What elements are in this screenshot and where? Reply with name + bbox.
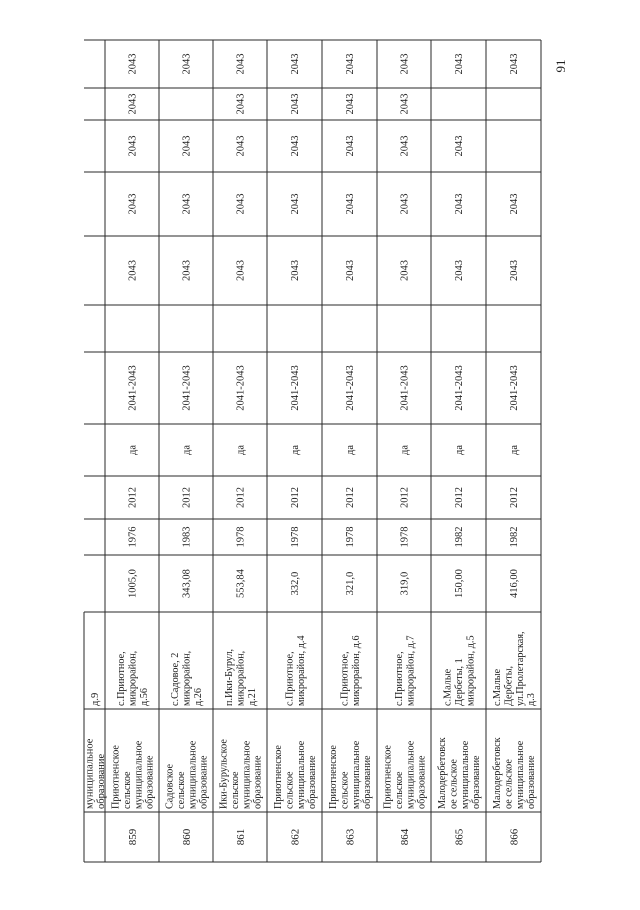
deadline-cell: [345, 260, 356, 281]
period-cell: [182, 365, 193, 411]
area-value-cell: [236, 568, 247, 598]
survey-year-cell-line: 2012: [235, 487, 247, 508]
deadline-cell: [345, 54, 356, 75]
survey-year-cell: [128, 487, 139, 508]
deadline-cell-line: 2043: [127, 93, 139, 115]
address-cell: [224, 649, 258, 706]
year-built-cell: [345, 527, 356, 548]
area-value-cell-line: 332,0: [290, 571, 302, 596]
flag-cell-line: да: [290, 444, 302, 456]
address-cell: [339, 635, 361, 706]
area-value-cell-line: 321,0: [345, 571, 357, 596]
municipality-cell-line: ое сельское: [448, 759, 460, 809]
fragment-name-cell: [84, 738, 107, 809]
period-cell-line: 2041-2043: [399, 365, 411, 411]
deadline-cell: [290, 54, 301, 75]
area-value-cell-line: 319,0: [399, 571, 411, 596]
period-cell: [509, 365, 520, 411]
period-cell: [400, 365, 411, 411]
address-cell-line: с.Малые: [491, 668, 503, 706]
municipality-cell-line: образование: [416, 755, 428, 809]
address-cell-line: микрорайон,: [235, 650, 247, 706]
municipality-cell: [328, 740, 373, 809]
deadline-cell: [182, 54, 193, 75]
period-cell-line: 2041-2043: [290, 365, 302, 411]
municipality-cell-line: Приютненское: [382, 745, 394, 809]
municipality-cell-line: сельское: [393, 771, 405, 809]
year-built-cell: [454, 527, 465, 548]
municipality-cell-line: муниципальное: [133, 740, 145, 809]
deadline-cell: [509, 260, 520, 281]
survey-year-cell-line: 2012: [399, 487, 411, 508]
deadline-cell: [400, 94, 411, 115]
flag-cell-line: да: [235, 444, 247, 456]
row-number-cell: [289, 829, 301, 846]
address-cell-line: микрорайон,: [127, 650, 139, 706]
row-number-cell: [453, 828, 465, 845]
survey-year-cell-line: 2012: [454, 487, 466, 508]
year-built-cell-line: 1978: [235, 526, 247, 548]
deadline-cell: [345, 136, 356, 157]
deadline-cell: [454, 54, 465, 75]
deadline-cell: [236, 260, 247, 281]
flag-cell: [182, 445, 193, 455]
deadline-cell: [454, 194, 465, 215]
area-value-cell-line: 553,84: [235, 569, 247, 598]
area-value-cell: [454, 569, 465, 598]
fragment-name-cell-line: образование: [96, 753, 108, 809]
municipality-cell-line: сельское: [121, 771, 133, 809]
address-cell-line: ул.Пролетарская,: [514, 631, 526, 706]
address-cell: [394, 635, 416, 706]
deadline-cell-line: 2043: [399, 260, 411, 281]
area-value-cell: [128, 569, 139, 598]
address-cell: [170, 651, 204, 706]
year-built-cell: [509, 527, 520, 548]
year-built-cell-line: 1978: [345, 526, 357, 548]
deadline-cell-line: 2043: [127, 53, 139, 75]
municipality-cell-line: сельское: [284, 771, 296, 809]
deadline-cell: [454, 136, 465, 157]
area-value-cell-line: 1005,0: [127, 569, 139, 598]
flag-cell: [345, 445, 356, 455]
flag-cell: [509, 445, 520, 455]
period-cell: [345, 365, 356, 411]
year-built-cell: [290, 527, 301, 548]
deadline-cell-line: 2043: [235, 135, 247, 157]
municipality-cell-line: Ики-Бурульское: [218, 739, 230, 809]
address-cell: [116, 651, 150, 706]
year-built-cell: [400, 527, 411, 548]
address-cell: [443, 635, 477, 706]
address-cell-line: с.Приютное,: [116, 651, 128, 706]
deadline-cell-line: 2043: [290, 135, 302, 157]
year-built-cell: [128, 527, 139, 548]
municipality-cell: [492, 737, 537, 809]
deadline-cell: [290, 136, 301, 157]
municipality-cell-line: образование: [307, 755, 319, 809]
survey-year-cell-line: 2012: [509, 487, 521, 508]
survey-year-cell: [236, 487, 247, 508]
page-number: 91: [553, 59, 568, 73]
municipality-cell-line: муниципальное: [295, 740, 307, 809]
address-cell-line: с.Садовое, 2: [170, 652, 182, 706]
area-value-cell: [290, 572, 301, 596]
address-cell-line: с.Приютное,: [339, 651, 351, 706]
municipality-cell: [437, 737, 482, 809]
address-cell-line: микрорайон, д.6: [350, 635, 362, 706]
deadline-cell-line: 2043: [127, 135, 139, 157]
deadline-cell: [509, 54, 520, 75]
deadline-cell: [400, 194, 411, 215]
address-cell-line: д.3: [526, 693, 538, 706]
area-value-cell: [345, 572, 356, 596]
municipality-cell: [273, 740, 318, 809]
municipality-cell-line: Садовское: [164, 763, 176, 809]
deadline-cell-line: 2043: [454, 53, 466, 75]
deadline-cell-line: 2043: [235, 93, 247, 115]
flag-cell: [290, 445, 301, 455]
period-cell-line: 2041-2043: [345, 365, 357, 411]
year-built-cell-line: 1982: [454, 526, 466, 548]
deadline-cell-line: 2043: [181, 193, 193, 215]
municipality-cell-line: муниципальное: [459, 740, 471, 809]
deadline-cell: [400, 54, 411, 75]
deadline-cell: [128, 194, 139, 215]
fragment-name-cell-line: муниципальное: [84, 738, 96, 809]
deadline-cell: [345, 194, 356, 215]
row-number-cell: [127, 828, 139, 845]
deadline-cell-line: 2043: [181, 260, 193, 281]
deadline-cell-line: 2043: [290, 260, 302, 281]
survey-year-cell: [400, 487, 411, 508]
municipality-cell-line: муниципальное: [514, 740, 526, 809]
survey-year-cell: [182, 487, 193, 508]
municipality-cell: [382, 740, 427, 809]
deadline-cell: [400, 260, 411, 281]
year-built-cell-line: 1982: [509, 526, 521, 548]
municipality-cell-line: ое сельское: [503, 759, 515, 809]
municipality-cell-line: образование: [526, 755, 538, 809]
deadline-cell-line: 2043: [509, 53, 521, 75]
municipality-cell-line: Приютненское: [327, 745, 339, 809]
row-number-cell: [399, 828, 411, 845]
row-number-cell-line: 865: [453, 828, 466, 846]
survey-year-cell: [345, 487, 356, 508]
deadline-cell-line: 2043: [181, 135, 193, 157]
municipality-cell-line: сельское: [175, 771, 187, 809]
fragment-address-cell: [90, 693, 101, 706]
period-cell: [454, 365, 465, 411]
row-number-cell-line: 862: [289, 828, 302, 846]
area-value-cell: [182, 569, 193, 598]
year-built-cell: [182, 527, 193, 548]
deadline-cell-line: 2043: [127, 260, 139, 281]
flag-cell: [454, 445, 465, 455]
row-number-cell-line: 860: [180, 828, 193, 846]
municipality-cell-line: сельское: [339, 771, 351, 809]
deadline-cell: [290, 194, 301, 215]
municipality-cell-line: муниципальное: [187, 740, 199, 809]
deadline-cell: [236, 53, 247, 74]
address-cell-line: д.26: [192, 688, 204, 706]
municipality-cell-line: Приютненское: [272, 745, 284, 809]
area-value-cell-line: 416,00: [509, 569, 521, 598]
deadline-cell: [182, 136, 193, 157]
deadline-cell: [128, 94, 139, 115]
year-built-cell-line: 1983: [181, 526, 193, 548]
deadline-cell: [509, 194, 520, 215]
row-number-cell: [235, 829, 247, 846]
deadline-cell: [128, 260, 139, 281]
deadline-cell-line: 2043: [290, 93, 302, 115]
period-cell: [128, 365, 139, 411]
row-number-cell-line: 866: [508, 828, 521, 846]
address-cell-line: д.56: [138, 688, 150, 706]
deadline-cell-line: 2043: [509, 193, 521, 215]
municipality-cell-line: сельское: [229, 771, 241, 809]
year-built-cell-line: 1976: [127, 526, 139, 548]
address-cell-line: микрорайон, д.7: [405, 635, 417, 706]
municipality-cell-line: образование: [144, 755, 156, 809]
row-number-cell: [508, 828, 520, 845]
address-cell-line: Дербеты, 1: [454, 658, 466, 706]
row-number-cell-line: 863: [344, 828, 357, 846]
period-cell: [236, 365, 247, 411]
address-cell-line: микрорайон,: [181, 650, 193, 706]
deadline-cell-line: 2043: [509, 260, 521, 281]
deadline-cell: [182, 194, 193, 215]
period-cell-line: 2041-2043: [235, 365, 247, 411]
area-value-cell: [400, 572, 411, 596]
deadline-cell: [128, 136, 139, 157]
fragment-address-cell-line: д.9: [90, 692, 102, 706]
survey-year-cell: [509, 487, 520, 508]
survey-year-cell: [290, 487, 301, 508]
municipality-cell-line: образование: [198, 755, 210, 809]
flag-cell-line: да: [509, 444, 521, 456]
address-cell-line: с.Приютное,: [393, 651, 405, 706]
address-cell-line: Дербеты,: [503, 665, 515, 706]
period-cell-line: 2041-2043: [509, 365, 521, 411]
deadline-cell-line: 2043: [290, 53, 302, 75]
deadline-cell: [290, 94, 301, 115]
year-built-cell-line: 1978: [290, 526, 302, 548]
address-cell-line: с.Приютное,: [284, 651, 296, 706]
row-number-cell-line: 859: [126, 828, 139, 846]
survey-year-cell-line: 2012: [345, 487, 357, 508]
address-cell-line: с.Малые: [442, 668, 454, 706]
deadline-cell-line: 2043: [454, 260, 466, 281]
municipality-cell-line: Малодербетовск: [436, 737, 448, 809]
row-number-cell: [344, 828, 356, 845]
deadline-cell: [454, 260, 465, 281]
deadline-cell-line: 2043: [235, 53, 247, 75]
period-cell-line: 2041-2043: [181, 365, 193, 411]
survey-year-cell: [454, 487, 465, 508]
deadline-cell-line: 2043: [399, 193, 411, 215]
deadline-cell: [236, 93, 247, 114]
deadline-cell-line: 2043: [235, 260, 247, 281]
survey-year-cell-line: 2012: [290, 487, 302, 508]
flag-cell-line: да: [345, 444, 357, 456]
flag-cell-line: да: [399, 444, 411, 456]
deadline-cell: [182, 260, 193, 281]
flag-cell: [236, 445, 247, 455]
municipality-cell-line: образование: [252, 755, 264, 809]
row-number-cell-line: 861: [234, 828, 247, 846]
municipality-cell: [218, 739, 263, 809]
deadline-cell-line: 2043: [454, 135, 466, 157]
flag-cell: [128, 445, 139, 455]
deadline-cell: [236, 193, 247, 214]
deadline-cell-line: 2043: [345, 260, 357, 281]
flag-cell-line: да: [454, 444, 466, 456]
flag-cell-line: да: [181, 444, 193, 456]
year-built-cell-line: 1978: [399, 526, 411, 548]
deadline-cell-line: 2043: [345, 53, 357, 75]
deadline-cell-line: 2043: [399, 93, 411, 115]
area-value-cell-line: 343,08: [181, 569, 193, 598]
municipality-cell-line: муниципальное: [241, 740, 253, 809]
address-cell: [284, 635, 306, 706]
period-cell-line: 2041-2043: [454, 365, 466, 411]
period-cell-line: 2041-2043: [127, 365, 139, 411]
address-cell-line: д.21: [246, 688, 258, 706]
municipality-cell-line: Малодербетовск: [491, 737, 503, 809]
row-number-cell: [181, 828, 193, 845]
row-number-cell-line: 864: [398, 828, 411, 846]
deadline-cell-line: 2043: [290, 193, 302, 215]
deadline-cell-line: 2043: [399, 135, 411, 157]
deadline-cell: [128, 54, 139, 75]
deadline-cell-line: 2043: [235, 193, 247, 215]
survey-year-cell-line: 2012: [181, 487, 193, 508]
municipality-cell: [164, 740, 209, 809]
deadline-cell: [236, 135, 247, 156]
municipality-cell-line: муниципальное: [350, 740, 362, 809]
table-grid: [84, 40, 541, 862]
deadline-cell-line: 2043: [345, 93, 357, 115]
deadline-cell: [400, 136, 411, 157]
year-built-cell: [236, 527, 247, 548]
municipality-cell: [110, 740, 155, 809]
deadline-cell: [345, 94, 356, 115]
survey-year-cell-line: 2012: [127, 487, 139, 508]
municipality-cell-line: образование: [471, 755, 483, 809]
deadline-cell-line: 2043: [345, 193, 357, 215]
municipality-cell-line: Приютненское: [110, 745, 122, 809]
address-cell-line: микрорайон, д.5: [465, 635, 477, 706]
municipality-cell-line: муниципальное: [405, 740, 417, 809]
deadline-cell-line: 2043: [127, 193, 139, 215]
deadline-cell: [290, 260, 301, 281]
flag-cell-line: да: [127, 444, 139, 456]
address-cell-line: микрорайон, д.4: [295, 635, 307, 706]
flag-cell: [400, 445, 411, 455]
deadline-cell-line: 2043: [181, 53, 193, 75]
municipality-cell-line: образование: [362, 755, 374, 809]
area-value-cell-line: 150,00: [454, 569, 466, 598]
period-cell: [290, 365, 301, 411]
deadline-cell-line: 2043: [399, 53, 411, 75]
address-cell-line: п.Ики-Бурул,: [224, 648, 236, 706]
address-cell: [492, 631, 537, 706]
deadline-cell-line: 2043: [454, 193, 466, 215]
deadline-cell-line: 2043: [345, 135, 357, 157]
area-value-cell: [509, 569, 520, 598]
